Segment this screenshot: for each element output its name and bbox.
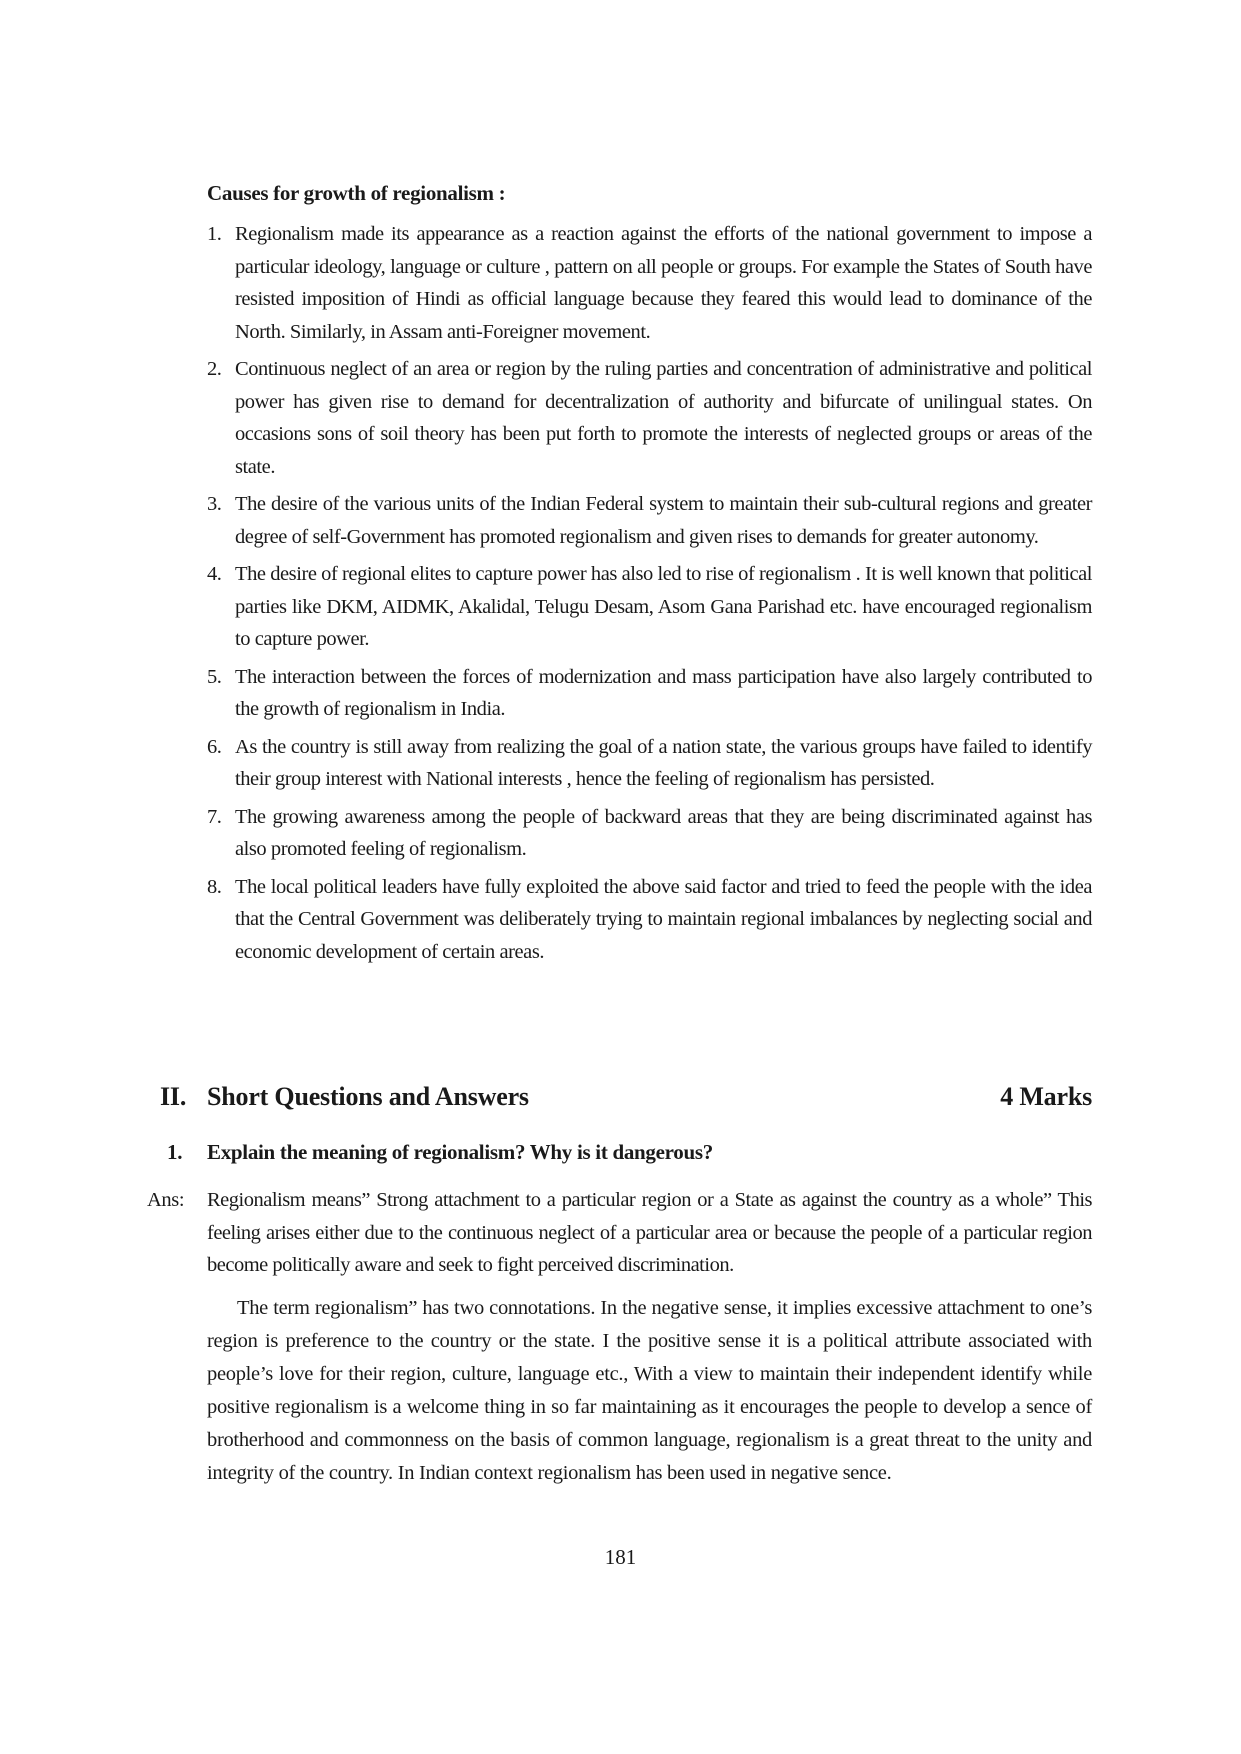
section-title: Short Questions and Answers <box>207 1082 529 1111</box>
item-number: 3. <box>207 493 222 515</box>
list-item <box>207 731 1092 796</box>
list-item <box>207 558 1092 656</box>
item-text: Regionalism made its appearance as a reaction against the efforts of the national government to impose a particular ideology, language or culture , pattern on all people or groups. For example the States of South have resisted imposition of Hindi as official language because they feared this would lead to dominance of the North. Similarly, in Assam anti-Foreigner movement. <box>235 223 1092 343</box>
section-heading <box>160 1082 1092 1112</box>
answer-paragraph-2: The term regionalism” has two connotations. In the negative sense, it implies excessive attachment to one’s region is preference to the country or the state. I the positive sense it is a political attribute associated with people’s love for their region, culture, language etc., With a view to maintain their independent identify while positive regionalism is a welcome thing in so far maintaining as it encourages the people to develop a sence of brotherhood and commonness on the basis of common language, regionalism is a great threat to the unity and integrity of the country. In Indian context regionalism has been used in negative sence. <box>207 1296 1092 1484</box>
item-text: The desire of the various units of the Indian Federal system to maintain their sub-cultural regions and greater degree of self-Government has promoted regionalism and given rises to demands for greater autonomy. <box>235 493 1092 548</box>
item-text: Continuous neglect of an area or region by the ruling parties and concentration of administrative and political power has given rise to demand for decentralization of authority and bifurcate of unilingual states. On occasions sons of soil theory has been put forth to promote the interests of neglected groups or areas of the state. <box>235 358 1092 478</box>
section-roman-numeral: II. <box>160 1082 187 1111</box>
list-item <box>207 353 1092 483</box>
question <box>167 1140 713 1165</box>
section-marks: 4 Marks <box>1000 1082 1092 1111</box>
answer-paragraph-1: Regionalism means” Strong attachment to a particular region or a State as against the country as a whole” This feeling arises either due to the continuous neglect of a particular area or because the people of a particular region become politically aware and seek to fight perceived discrimination. <box>207 1189 1092 1276</box>
item-number: 4. <box>207 563 222 585</box>
item-number: 1. <box>207 223 222 245</box>
item-number: 8. <box>207 875 222 898</box>
item-number: 5. <box>207 665 222 688</box>
item-number: 7. <box>207 805 222 828</box>
causes-list <box>207 218 1092 973</box>
question-text: Explain the meaning of regionalism? Why is it dangerous? <box>207 1140 713 1164</box>
item-text: The desire of regional elites to capture power has also led to rise of regionalism . It is well known that political parties like DKM, AIDMK, Akalidal, Telugu Desam, Asom Gana Parishad etc. have encouraged regionalism to capture power. <box>235 563 1092 650</box>
item-number: 2. <box>207 358 222 380</box>
section-title-group <box>160 1082 529 1112</box>
page-number: 181 <box>604 1545 637 1569</box>
item-text: As the country is still away from realizing the goal of a nation state, the various groups have failed to identify their group interest with National interests , hence the feeling of regionalism has persisted. <box>235 735 1092 790</box>
item-text: The interaction between the forces of modernization and mass participation have also largely contributed to the growth of regionalism in India. <box>235 665 1092 720</box>
list-item <box>207 488 1092 553</box>
item-text: The local political leaders have fully exploited the above said factor and tried to feed the people with the idea that the Central Government was deliberately trying to maintain regional imbalances by neglecting social and economic development of certain areas. <box>235 875 1092 963</box>
answer-label: Ans: <box>147 1189 185 1211</box>
item-number: 6. <box>207 735 222 758</box>
causes-heading: Causes for growth of regionalism : <box>207 181 506 205</box>
list-item <box>207 801 1092 866</box>
list-item <box>207 661 1092 726</box>
answer-block <box>147 1184 1092 1490</box>
question-number: 1. <box>167 1140 183 1164</box>
list-item <box>207 218 1092 348</box>
item-text: The growing awareness among the people of backward areas that they are being discriminated against has also promoted feeling of regionalism. <box>235 805 1092 860</box>
list-item <box>207 871 1092 969</box>
